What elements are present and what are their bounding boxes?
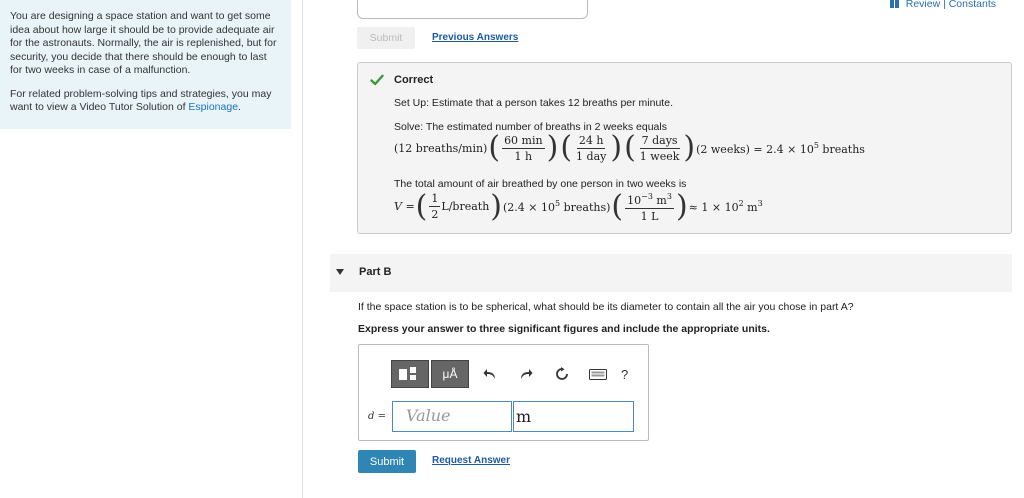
eq2-f1-unit: L/breath — [441, 200, 490, 213]
part-b-submit-button[interactable]: Submit — [358, 450, 416, 473]
eq1-tail: (2 weeks) = $2.4 \times 10^5$ breaths — [696, 140, 865, 156]
undo-button[interactable] — [475, 360, 505, 388]
keyboard-button[interactable] — [583, 360, 613, 388]
volume-equation — [394, 190, 763, 223]
paren-close: ) — [490, 188, 502, 224]
paren-close: ) — [610, 130, 623, 165]
eq2-mid: ($2.4 \times 10^5$ breaths) — [503, 199, 611, 214]
frac-num: $10^{-3}$ $m^3$ — [627, 192, 672, 207]
video-tutor-link[interactable]: Espionage — [188, 101, 239, 113]
reset-button[interactable] — [547, 360, 577, 388]
part-b-title: Part B — [359, 266, 392, 278]
answer-box — [358, 344, 649, 441]
checkmark-icon — [370, 73, 384, 87]
frac-den: 1 L — [640, 210, 659, 223]
fraction — [429, 192, 440, 221]
paren-close: ) — [675, 188, 688, 224]
reset-icon — [555, 367, 569, 381]
review-label: Review | Constants — [905, 0, 996, 10]
unit-input[interactable]: m — [513, 401, 634, 432]
help-button[interactable]: ? — [621, 366, 629, 382]
setup-text: Set Up: Estimate that a person takes 12 breaths per minute. — [394, 97, 673, 109]
math-toolbar — [391, 359, 635, 389]
undo-icon — [483, 368, 497, 380]
paren-open: ( — [624, 130, 636, 165]
correct-feedback-box — [357, 62, 1012, 234]
frac-den: 1 h — [514, 149, 533, 163]
panel-divider — [302, 0, 303, 498]
frac-num: 1 — [431, 192, 439, 205]
paren-open: ( — [415, 188, 428, 224]
tips-prefix: For related problem-solving tips and strategies, you may want to view a Video Tutor Solution of — [10, 87, 272, 113]
part-b-header[interactable] — [330, 254, 1012, 292]
frac-num: 24 h — [578, 133, 604, 147]
paren-open: ( — [611, 188, 624, 224]
breaths-equation — [394, 130, 865, 165]
problem-intro: You are designing a space station and want to get some idea about how large it should be to provide adequate air for the astronauts. Normally, the air is replenished, but for security, you decide that there should be enough to last for two weeks in case of a malfunction. — [10, 10, 277, 76]
redo-button[interactable] — [511, 360, 541, 388]
previous-answers-link[interactable]: Previous Answers — [432, 32, 519, 43]
correct-title: Correct — [394, 74, 434, 86]
units-button[interactable] — [431, 360, 469, 388]
fraction — [638, 134, 682, 163]
paren-open: ( — [488, 130, 501, 165]
eq2-var: V = — [394, 200, 415, 213]
frac-den: 1 day — [576, 149, 607, 163]
frac-den: 1 week — [639, 149, 680, 163]
paren-close: ) — [683, 130, 696, 165]
problem-panel — [0, 0, 291, 129]
fraction — [625, 190, 674, 223]
fraction — [574, 134, 608, 163]
collapse-triangle-icon[interactable] — [336, 269, 344, 275]
frac-den: 2 — [431, 208, 439, 221]
eq1-lead: (12 breaths/min) — [394, 141, 488, 155]
solve-text: Solve: The estimated number of breaths in 2 weeks equals — [394, 121, 667, 133]
variable-label: d = — [368, 411, 386, 422]
tips-suffix: . — [238, 101, 241, 113]
part-b-instruction: Express your answer to three significant figures and include the appropriate units. — [358, 323, 770, 335]
paren-open: ( — [560, 130, 573, 165]
redo-icon — [519, 368, 533, 380]
part-b-question: If the space station is to be spherical, what should be its diameter to contain all the air you chose in part A? — [358, 301, 854, 313]
keyboard-icon — [589, 369, 607, 380]
problem-tips — [10, 88, 281, 115]
templates-icon — [398, 366, 422, 382]
total-text: The total amount of air breathed by one person in two weeks is — [394, 178, 687, 190]
part-a-submit-button[interactable]: Submit — [357, 27, 415, 49]
previous-answer-field — [357, 0, 588, 19]
templates-button[interactable] — [391, 360, 429, 388]
fraction — [502, 134, 545, 163]
review-icon — [890, 0, 900, 8]
eq2-result: ≈ $1 \times 10^2$ $m^3$ — [688, 199, 763, 214]
review-constants-link[interactable] — [890, 0, 996, 10]
paren-close: ) — [546, 130, 559, 165]
frac-num: 7 days — [641, 133, 678, 147]
frac-num: 60 min — [504, 133, 543, 147]
request-answer-link[interactable]: Request Answer — [432, 455, 510, 466]
units-label: μÅ — [442, 367, 458, 381]
value-input[interactable]: Value — [392, 401, 512, 432]
